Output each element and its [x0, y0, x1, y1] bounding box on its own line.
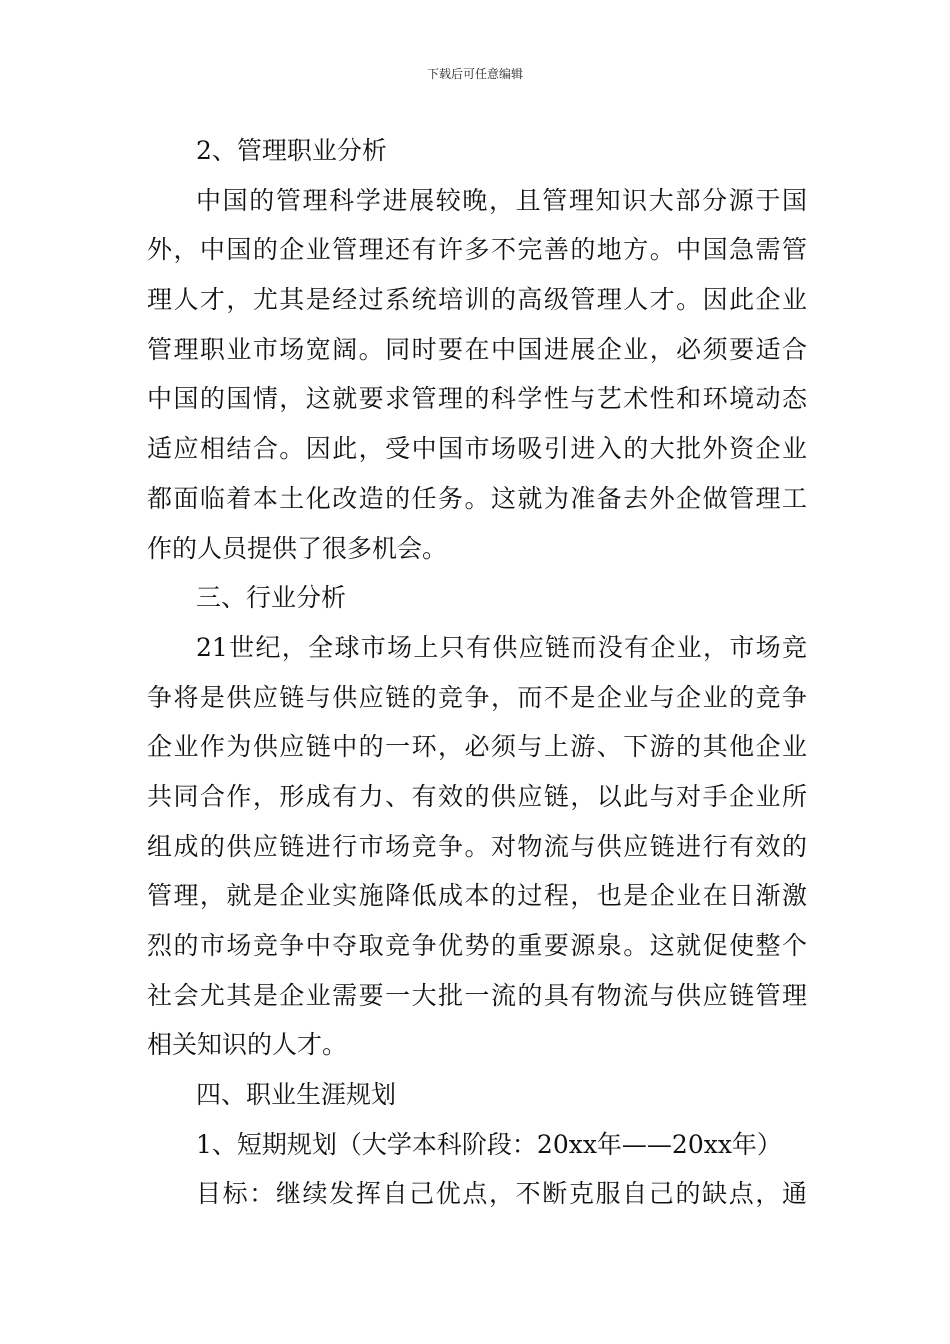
section-heading: 三、行业分析	[196, 583, 347, 613]
section-heading: 四、职业生涯规划	[196, 1080, 397, 1110]
paragraph-line: 组成的供应链进行市场竞争。对物流与供应链进行有效的	[147, 831, 807, 861]
paragraph-line: 管理职业市场宽阔。同时要在中国进展企业，必须要适合	[147, 334, 807, 364]
paragraph-line: 中国的国情，这就要求管理的科学性与艺术性和环境动态	[147, 384, 807, 414]
paragraph-line: 社会尤其是企业需要一大批一流的具有物流与供应链管理	[147, 980, 807, 1010]
paragraph-line: 烈的市场竞争中夺取竞争优势的重要源泉。这就促使整个	[147, 931, 807, 960]
paragraph-line: 理人才，尤其是经过系统培训的高级管理人才。因此企业	[147, 285, 807, 315]
document-body	[147, 126, 807, 1219]
page-header: 下载后可任意编辑	[426, 67, 523, 81]
paragraph-line: 外，中国的企业管理还有许多不完善的地方。中国急需管	[147, 235, 807, 265]
paragraph-line: 作的人员提供了很多机会。	[147, 533, 448, 563]
paragraph-line: 目标：继续发挥自己优点，不断克服自己的缺点，通	[196, 1179, 807, 1209]
section-heading: 2、管理职业分析	[196, 136, 387, 165]
paragraph-line: 中国的管理科学进展较晚，且管理知识大部分源于国	[196, 185, 807, 215]
paragraph-line: 21世纪，全球市场上只有供应链而没有企业，市场竞	[196, 632, 807, 662]
paragraph-line: 共同合作，形成有力、有效的供应链，以此与对手企业所	[147, 781, 807, 811]
paragraph-line: 适应相结合。因此，受中国市场吸引进入的大批外资企业	[147, 434, 807, 464]
paragraph-line: 相关知识的人才。	[147, 1030, 348, 1060]
paragraph-line: 争将是供应链与供应链的竞争，而不是企业与企业的竞争	[147, 682, 807, 712]
paragraph-line: 企业作为供应链中的一环，必须与上游、下游的其他企业	[147, 732, 807, 762]
paragraph-line: 都面临着本土化改造的任务。这就为准备去外企做管理工	[147, 483, 807, 513]
paragraph-line: 管理，就是企业实施降低成本的过程，也是企业在日渐激	[147, 881, 807, 911]
subsection-heading: 1、短期规划（大学本科阶段：20xx年——20xx年）	[196, 1129, 782, 1159]
